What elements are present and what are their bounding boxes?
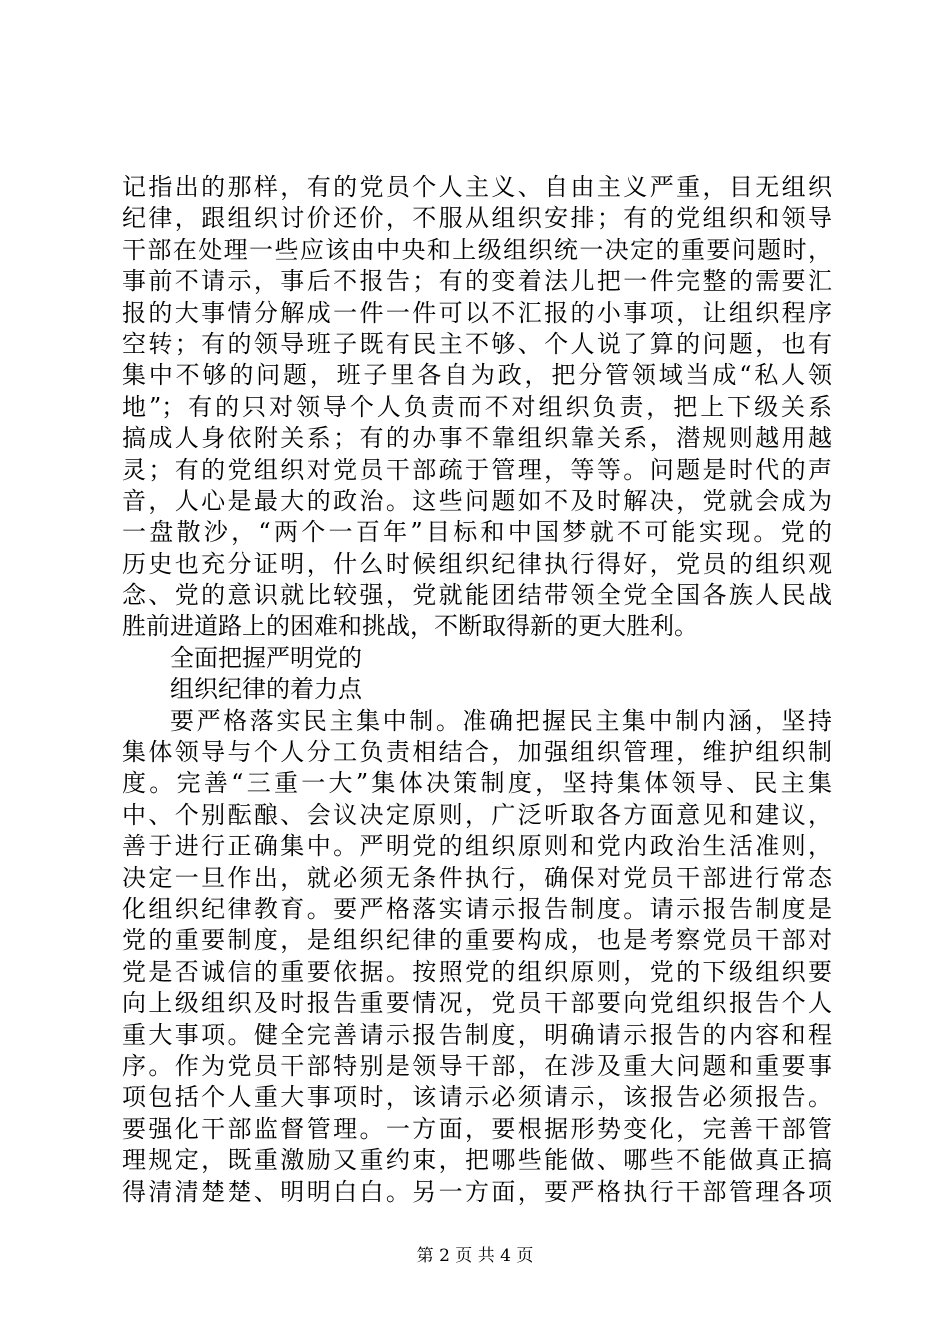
text-line: 灵；有的党组织对党员干部疏于管理，等等。问题是时代的声	[122, 455, 832, 484]
text-line: 地”；有的只对领导个人负责而不对组织负责，把上下级关系	[122, 392, 832, 421]
text-line: 中、个别酝酿、会议决定原则，广泛听取各方面意见和建议，	[122, 800, 832, 829]
text-line: 向上级组织及时报告重要情况，党员干部要向党组织报告个人	[122, 989, 832, 1018]
text-line: 得清清楚楚、明明白白。另一方面，要严格执行干部管理各项	[122, 1177, 832, 1206]
text-line: 要严格落实民主集中制。准确把握民主集中制内涵，坚持	[170, 706, 832, 735]
section-heading-line: 组织纪律的着力点	[170, 675, 362, 704]
text-line: 纪律，跟组织讨价还价，不服从组织安排；有的党组织和领导	[122, 204, 832, 233]
text-line: 音，人心是最大的政治。这些问题如不及时解决，党就会成为	[122, 486, 832, 515]
text-line: 记指出的那样，有的党员个人主义、自由主义严重，目无组织	[122, 173, 832, 201]
text-line: 决定一旦作出，就必须无条件执行，确保对党员干部进行常态	[122, 863, 832, 892]
text-line: 搞成人身依附关系；有的办事不靠组织靠关系，潜规则越用越	[122, 424, 832, 453]
text-line: 善于进行正确集中。严明党的组织原则和党内政治生活准则，	[122, 832, 832, 861]
text-line: 度。完善“三重一大”集体决策制度，坚持集体领导、民主集	[122, 769, 832, 798]
text-line: 集体领导与个人分工负责相结合，加强组织管理，维护组织制	[122, 738, 832, 767]
text-line: 党的重要制度，是组织纪律的重要构成，也是考察党员干部对	[122, 926, 832, 955]
text-line: 要强化干部监督管理。一方面，要根据形势变化，完善干部管	[122, 1114, 832, 1143]
text-line: 序。作为党员干部特别是领导干部，在涉及重大问题和重要事	[122, 1051, 832, 1080]
text-line: 事前不请示，事后不报告；有的变着法儿把一件完整的需要汇	[122, 267, 832, 296]
page-footer	[0, 1244, 950, 1268]
text-line: 干部在处理一些应该由中央和上级组织统一决定的重要问题时，	[122, 235, 832, 264]
text-line: 一盘散沙，“两个一百年”目标和中国梦就不可能实现。党的	[122, 518, 832, 547]
text-line: 化组织纪律教育。要严格落实请示报告制度。请示报告制度是	[122, 894, 832, 923]
document-body	[122, 172, 832, 1208]
text-line: 党是否诚信的重要依据。按照党的组织原则，党的下级组织要	[122, 957, 832, 986]
text-line: 集中不够的问题，班子里各自为政，把分管领域当成“私人领	[122, 361, 832, 390]
text-line: 项包括个人重大事项时，该请示必须请示，该报告必须报告。	[122, 1083, 832, 1112]
section-heading-line: 全面把握严明党的	[170, 643, 362, 672]
text-line: 历史也充分证明，什么时候组织纪律执行得好，党员的组织观	[122, 549, 832, 578]
text-line: 重大事项。健全完善请示报告制度，明确请示报告的内容和程	[122, 1020, 832, 1049]
text-line: 空转；有的领导班子既有民主不够、个人说了算的问题，也有	[122, 329, 832, 358]
text-line: 报的大事情分解成一件一件可以不汇报的小事项，让组织程序	[122, 298, 832, 327]
text-line: 胜前进道路上的困难和挑战，不断取得新的更大胜利。	[122, 612, 698, 641]
page-number-label: 第 2 页 共 4 页	[416, 1246, 534, 1266]
text-line: 理规定，既重激励又重约束，把哪些能做、哪些不能做真正搞	[122, 1146, 832, 1175]
text-line: 念、党的意识就比较强，党就能团结带领全党全国各族人民战	[122, 581, 832, 610]
